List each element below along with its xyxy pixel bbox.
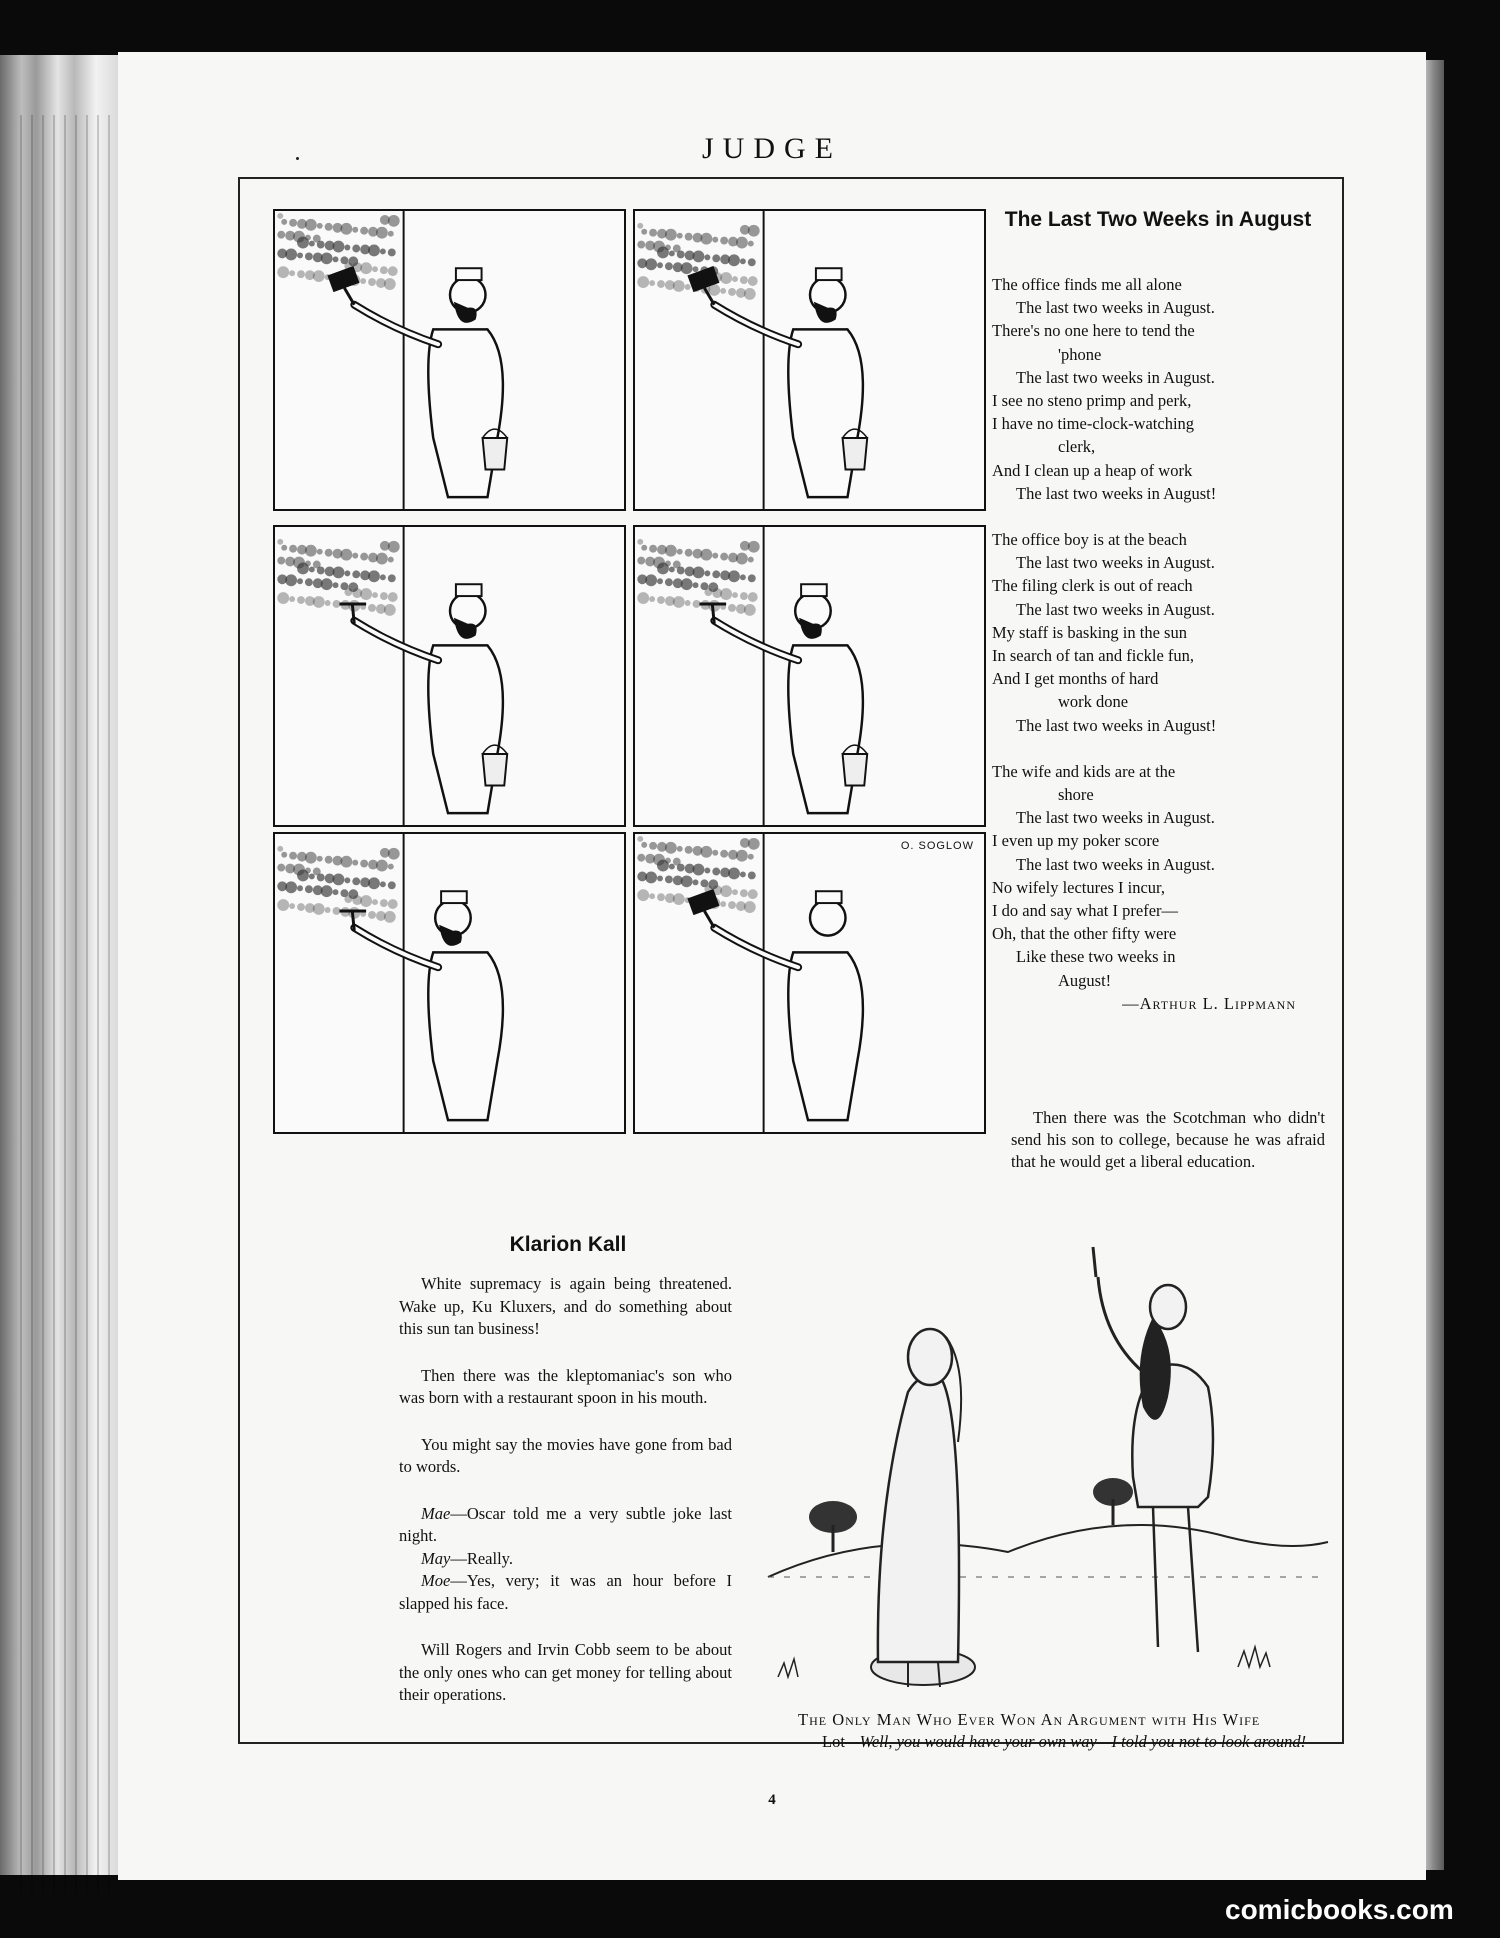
klarion-paragraph: Then there was the kleptomaniac's son who was born with a restaurant spoon in his mouth. <box>399 1365 732 1407</box>
klarion-kall-body <box>399 1273 732 1731</box>
poem-line: The last two weeks in August! <box>1016 715 1217 735</box>
poem-line: work done <box>1058 692 1129 712</box>
poem-line: clerk, <box>1058 437 1096 457</box>
site-watermark: comicbooks.com <box>1225 1894 1454 1925</box>
scotchman-joke: Then there was the Scotchman who didn't send his son to college, because he was afraid that he would get a liberal education. <box>1011 1108 1325 1171</box>
poem-line: The last two weeks in August. <box>1016 599 1215 619</box>
poem-line: There's no one here to tend the <box>992 321 1195 341</box>
dialog-line <box>399 1570 732 1615</box>
dialog-text: —Yes, very; it was an hour before I slapped his face. <box>399 1571 732 1613</box>
poem-line: No wifely lectures I incur, <box>992 877 1165 897</box>
poem-author: —Arthur L. Lippmann <box>1122 993 1296 1013</box>
poem-line: The office finds me all alone <box>992 275 1182 294</box>
lot-cartoon-illustration <box>758 1207 1333 1702</box>
klarion-dialog <box>399 1503 732 1616</box>
dialog-speaker: Mae <box>421 1503 451 1523</box>
caption-text <box>798 1731 1438 1753</box>
caption-speaker: Lot <box>822 1732 845 1751</box>
poem-line: I have no time-clock-watching <box>992 414 1195 434</box>
comic-panel <box>633 525 986 827</box>
poem-title: The Last Two Weeks in August <box>1004 208 1312 231</box>
poem-stanza <box>992 760 1326 992</box>
cartoon-caption <box>798 1709 1438 1753</box>
poem-line: The wife and kids are at the <box>992 761 1176 781</box>
poem-line: I see no steno primp and perk, <box>992 391 1192 411</box>
masthead: JUDGE <box>702 132 842 165</box>
magazine-page <box>118 52 1426 1880</box>
poem-line: I even up my poker score <box>992 831 1160 851</box>
poem-line: Like these two weeks in <box>1016 947 1176 967</box>
poem-line: The last two weeks in August. <box>1016 854 1215 874</box>
poem-body <box>992 273 1326 1015</box>
caption-line: —Well, you would have your own way—I told you not to look around! <box>844 1732 1307 1751</box>
poem-line: 'phone <box>1058 344 1102 364</box>
poem-line: In search of tan and fickle fun, <box>992 646 1195 666</box>
poem-line: The last two weeks in August. <box>1016 367 1215 387</box>
book-spine <box>0 55 120 1875</box>
poem-line: And I get months of hard <box>992 669 1159 689</box>
klarion-kall-title: Klarion Kall <box>509 1233 627 1256</box>
klarion-paragraph: White supremacy is again being threatened. Wake up, Ku Kluxers, and do something about this sun tan business! <box>399 1274 732 1338</box>
dialog-text: —Really. <box>450 1548 513 1568</box>
dialog-speaker: May <box>421 1548 451 1568</box>
klarion-paragraph: You might say the movies have gone from bad to words. <box>399 1434 732 1476</box>
dialog-line <box>399 1548 732 1571</box>
comic-panel <box>273 525 626 827</box>
comic-panel <box>273 209 626 511</box>
poem-line: The last two weeks in August. <box>1016 553 1215 573</box>
comic-panel <box>273 832 626 1134</box>
poem-line: The last two weeks in August! <box>1016 483 1217 503</box>
comic-panel <box>633 209 986 511</box>
poem-line: The last two weeks in August. <box>1016 298 1215 318</box>
poem-stanza <box>992 528 1326 737</box>
poem-line: I do and say what I prefer— <box>992 901 1179 921</box>
page-edges <box>20 115 110 1895</box>
klarion-paragraph: Will Rogers and Irvin Cobb seem to be about the only ones who can get money for telling about their operations. <box>399 1640 732 1704</box>
comic-panel <box>633 832 986 1134</box>
poem-line: shore <box>1058 785 1094 805</box>
poem-line: The last two weeks in August. <box>1016 808 1215 828</box>
poem-stanza <box>992 273 1326 505</box>
artist-signature: O. SOGLOW <box>900 840 974 852</box>
dialog-speaker: Moe <box>421 1571 451 1590</box>
poem-line: August! <box>1058 970 1112 990</box>
dialog-text: —Oscar told me a very subtle joke last night. <box>399 1503 732 1545</box>
page-number: 4 <box>768 1792 776 1808</box>
poem-line: The office boy is at the beach <box>992 530 1187 550</box>
caption-title: The Only Man Who Ever Won An Argument with His Wife <box>798 1710 1261 1729</box>
poem-line: My staff is basking in the sun <box>992 622 1187 642</box>
poem-line: The filing clerk is out of reach <box>992 576 1193 596</box>
dialog-line <box>399 1503 732 1548</box>
poem-line: Oh, that the other fifty were <box>992 924 1177 944</box>
poem-line: And I clean up a heap of work <box>992 460 1193 480</box>
